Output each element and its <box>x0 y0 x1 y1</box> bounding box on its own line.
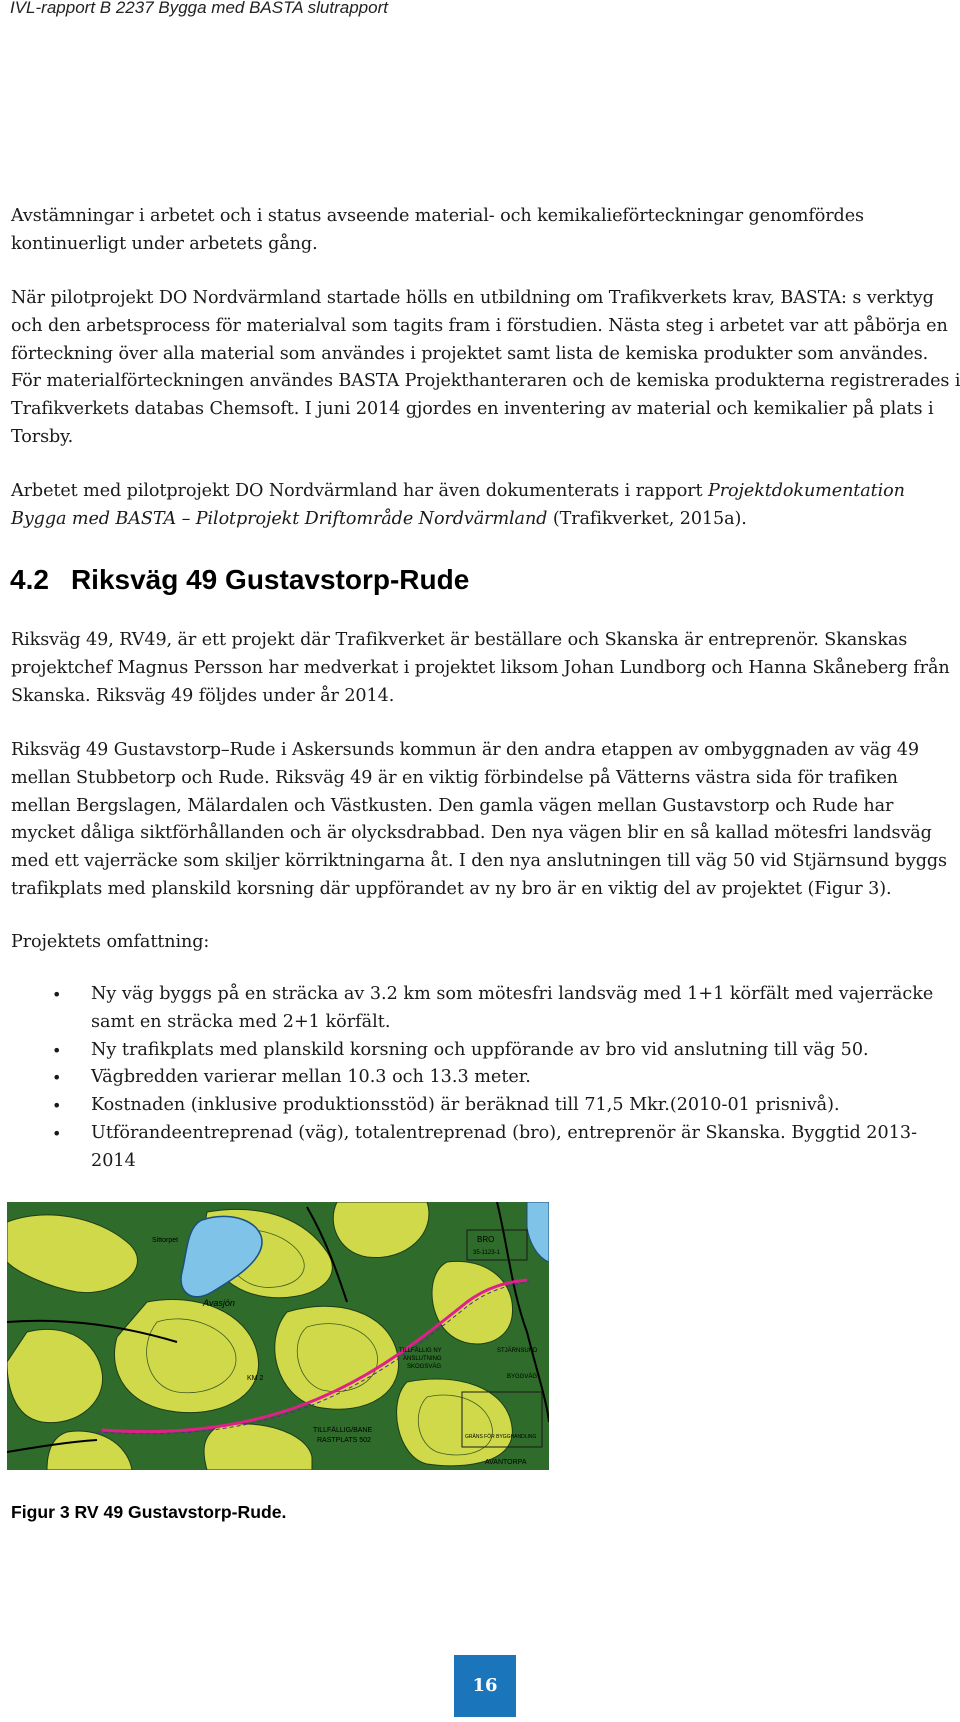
list-item <box>0 1120 960 1176</box>
map-label-skogsvag-2: ANSLUTNING <box>403 1356 442 1362</box>
bullet-icon: • <box>52 1068 62 1088</box>
route-map-figure <box>7 1202 549 1470</box>
map-label-grans: GRÄNS FÖR BYGGHANDLING <box>465 1434 537 1440</box>
list-item <box>0 1092 960 1120</box>
list-item-text: Ny trafikplats med planskild korsning och uppförande av bro vid anslutning till väg 50. <box>91 1039 869 1060</box>
list-item-text: Ny väg byggs på en sträcka av 3.2 km som mötesfri landsväg med 1+1 körfält med vajerräcke samt en sträcka med 2+1 körfält. <box>91 984 934 1032</box>
section-title: Riksväg 49 Gustavstorp-Rude <box>70 564 470 595</box>
paragraph-intro-3-end: (Trafikverket, 2015a). <box>547 508 747 529</box>
paragraph-intro-2: När pilotprojekt DO Nordvärmland startade hölls en utbildning om Trafikverkets krav, BASTA: s verktyg och den arbetsprocess för materialval som tagits fram i förstudien. Nästa steg i arbetet var att påbörja en förteckning över alla material som användes i projektet samt lista de kemiska produkter som användes. För materialförteckningen användes BASTA Projekthanteraren och de kemiska produkterna registrerades i Trafikverkets databas Chemsoft. I juni 2014 gjordes en inventering av material och kemikalier på plats i Torsby. <box>11 288 960 447</box>
page-number-badge: 16 <box>454 1655 516 1717</box>
list-item-text: Vägbredden varierar mellan 10.3 och 13.3 meter. <box>91 1067 531 1088</box>
map-label-bro-code: 35-1123-1 <box>473 1250 500 1256</box>
map-label-bro: BRO <box>477 1235 495 1244</box>
bullet-icon: • <box>52 1123 62 1143</box>
map-label-km: KM 2 <box>247 1375 264 1382</box>
scope-list <box>0 981 960 1176</box>
section-number: 4.2 <box>10 564 49 595</box>
figure-caption: Figur 3 RV 49 Gustavstorp-Rude. <box>11 1502 287 1522</box>
map-label-tillfallig-1: TILLFÄLLIG/BANE <box>313 1427 373 1434</box>
paragraph-intro-3-start: Arbetet med pilotprojekt DO Nordvärmland har även dokumenterats i rapport <box>11 481 708 501</box>
map-label-sittorpet: Sittorpet <box>152 1237 179 1244</box>
map-label-tillfallig-2: RASTPLATS 502 <box>317 1437 371 1444</box>
paragraph-scope-label: Projektets omfattning: <box>11 932 210 952</box>
bullet-icon: • <box>52 985 62 1004</box>
list-item <box>0 1037 960 1065</box>
bullet-icon: • <box>52 1040 62 1060</box>
paragraph-intro-3 <box>11 478 960 534</box>
section-heading <box>10 562 469 598</box>
list-item <box>0 981 960 1037</box>
bullet-icon: • <box>52 1096 62 1116</box>
list-item-text: Utförandeentreprenad (väg), totalentreprenad (bro), entreprenör är Skanska. Byggtid 2013-2014 <box>91 1122 918 1171</box>
report-title-reference: Projektdokumentation Bygga med BASTA – Pilotprojekt Driftområde Nordvärmland <box>11 481 905 529</box>
paragraph-intro-1: Avstämningar i arbetet och i status avseende material- och kemikalieförteckningar genomfördes kontinuerligt under arbetets gång. <box>11 206 864 254</box>
route-map-image <box>7 1202 549 1470</box>
list-item <box>0 1064 960 1092</box>
map-label-skogsvag-1: TILLFÄLLIG NY <box>399 1348 442 1354</box>
paragraph-section-2: Riksväg 49 Gustavstorp–Rude i Askersunds kommun är den andra etappen av ombyggnaden av väg 49 mellan Stubbetorp och Rude. Riksväg 49 är en viktig förbindelse på Vätterns västra sida för trafiken mellan Bergslagen, Mälardalen och Västkusten. Den gamla vägen mellan Gustavstorp och Rude har mycket dåliga siktförhållanden och är olycksdrabbad. Den nya vägen blir en så kallad mötesfri landsväg med ett vajerräcke som skiljer körriktningarna åt. I den nya anslutningen till väg 50 vid Stjärnsund byggs trafikplats med planskild korsning där uppförandet av ny bro är en viktig del av projektet (Figur 3). <box>11 740 947 899</box>
map-label-avasjon: Avasjön <box>203 1298 235 1308</box>
map-label-avantorp: AVANTORPA <box>485 1459 527 1466</box>
paragraph-section-1: Riksväg 49, RV49, är ett projekt där Trafikverket är beställare och Skanska är entreprenör. Skanskas projektchef Magnus Persson har medverkat i projektet liksom Johan Lundborg och Hanna Skåneberg från Skanska. Riksväg 49 följdes under år 2014. <box>11 630 950 706</box>
map-label-skogsvag-3: SKOGSVÄG <box>407 1364 442 1370</box>
list-item-text: Kostnaden (inklusive produktionsstöd) är beräknad till 71,5 Mkr.(2010-01 prisnivå). <box>91 1095 840 1116</box>
running-header: IVL-rapport B 2237 Bygga med BASTA slutrapport <box>10 0 388 17</box>
map-label-stjarnsund: STJÄRNSUND <box>497 1348 538 1354</box>
map-label-byggvag: BYGGVÄG <box>507 1374 538 1380</box>
